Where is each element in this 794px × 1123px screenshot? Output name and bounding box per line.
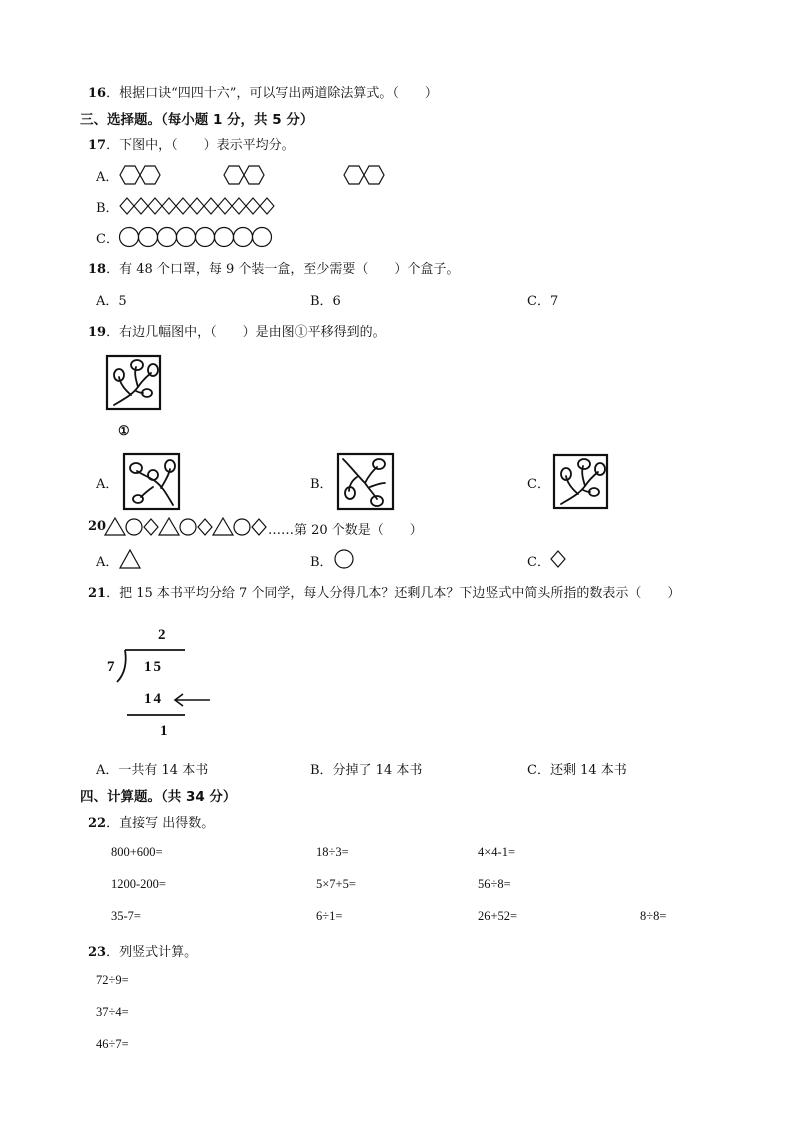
q19-line bbox=[88, 321, 386, 340]
diamond-icon bbox=[120, 198, 134, 214]
calc-item: 18÷3= bbox=[316, 845, 349, 859]
q20-option-a-label: A． bbox=[96, 555, 119, 570]
division-divisor: 7 bbox=[107, 659, 115, 675]
q19-option-c-figure bbox=[553, 454, 609, 510]
calc-item: 56÷8= bbox=[478, 877, 511, 891]
hexagon-icon bbox=[244, 166, 264, 184]
q20-shape-sequence bbox=[104, 516, 294, 538]
q17-number: 17 bbox=[88, 138, 107, 153]
section-3-title: 三、选择题。（每小题 1 分，共 5 分） bbox=[80, 112, 314, 128]
circle-icon bbox=[120, 228, 139, 247]
circle-icon bbox=[253, 228, 272, 247]
calc-item: 4×4-1= bbox=[478, 845, 516, 859]
q19-figure-1-label: ① bbox=[118, 424, 130, 439]
vertical-calc-item: 37÷4= bbox=[96, 1005, 129, 1019]
diamond-icon bbox=[148, 198, 162, 214]
q20-option-a-triangle-icon bbox=[119, 548, 143, 570]
q22-text: ．直接写 出得数。 bbox=[106, 816, 215, 831]
q18-option-b: B．6 bbox=[310, 294, 341, 309]
q20-text: ……第 20 个数是（ ） bbox=[268, 523, 423, 538]
q17-option-b-diamonds bbox=[118, 195, 288, 217]
division-dividend: 15 bbox=[144, 659, 163, 675]
q23-text: ．列竖式计算。 bbox=[106, 945, 198, 960]
diamond-icon bbox=[162, 198, 176, 214]
calc-item: 8÷8= bbox=[640, 909, 667, 923]
q17-text: ．下图中，（ ）表示平均分。 bbox=[106, 138, 295, 153]
calc-item: 26+52= bbox=[478, 909, 518, 923]
circle-icon bbox=[177, 228, 196, 247]
calc-item: 1200-200= bbox=[111, 877, 166, 891]
diamond-icon bbox=[232, 198, 246, 214]
q20-option-c-label: C． bbox=[527, 555, 550, 570]
q18-option-c: C．7 bbox=[527, 294, 559, 309]
triangle-icon bbox=[213, 518, 233, 535]
circle-icon bbox=[139, 228, 158, 247]
q19-option-c-label: C． bbox=[527, 477, 550, 492]
q17-line bbox=[88, 134, 295, 153]
circle-icon bbox=[196, 228, 215, 247]
hexagon-icon bbox=[344, 166, 364, 184]
q20-option-c-diamond-icon bbox=[550, 549, 568, 569]
circle-icon bbox=[126, 519, 142, 535]
q21-option-b: B．分掉了 14 本书 bbox=[310, 763, 423, 778]
q16-number: 16 bbox=[88, 86, 107, 101]
division-product: 14 bbox=[144, 691, 163, 707]
diamond-icon bbox=[190, 198, 204, 214]
q20-option-b-circle-icon bbox=[333, 548, 355, 570]
q19-text: ．右边几幅图中，（ ）是由图①平移得到的。 bbox=[106, 325, 386, 340]
diamond-icon bbox=[204, 198, 218, 214]
diamond-icon bbox=[260, 198, 274, 214]
circle-icon bbox=[180, 519, 196, 535]
q21-text: ．把 15 本书平均分给 7 个同学，每人分得几本？还剩几本？下边竖式中简头所指的数表示（ ） bbox=[106, 586, 681, 601]
q17-option-c-label: C． bbox=[96, 232, 119, 247]
calc-item: 800+600= bbox=[111, 845, 163, 859]
diamond-icon bbox=[144, 519, 158, 535]
q21-option-a: A．一共有 14 本书 bbox=[96, 763, 209, 778]
q19-option-a-label: A． bbox=[96, 477, 119, 492]
q21-number: 21 bbox=[88, 586, 107, 601]
vertical-calc-item: 46÷7= bbox=[96, 1037, 129, 1051]
q20-number: 20 bbox=[88, 519, 107, 534]
diamond-icon bbox=[176, 198, 190, 214]
diamond-icon bbox=[218, 198, 232, 214]
q17-option-c-circles bbox=[118, 225, 288, 249]
q19-figure-1 bbox=[106, 355, 162, 411]
q23-line bbox=[88, 941, 197, 960]
division-quotient: 2 bbox=[158, 627, 166, 643]
diamond-icon bbox=[252, 519, 266, 535]
q22-number: 22 bbox=[88, 816, 107, 831]
hexagon-icon bbox=[364, 166, 384, 184]
q23-number: 23 bbox=[88, 945, 107, 960]
q19-option-b-label: B． bbox=[310, 477, 333, 492]
q18-number: 18 bbox=[88, 262, 107, 277]
q19-number: 19 bbox=[88, 325, 107, 340]
circle-icon bbox=[234, 228, 253, 247]
q21-line bbox=[88, 582, 680, 601]
q19-option-a-figure bbox=[123, 453, 181, 511]
calc-item: 5×7+5= bbox=[316, 877, 356, 891]
q20-option-b-label: B． bbox=[310, 555, 333, 570]
q19-option-b-figure bbox=[337, 453, 395, 511]
q16-line bbox=[88, 82, 438, 101]
q17-option-a-label: A． bbox=[96, 170, 119, 185]
division-remainder: 1 bbox=[160, 723, 168, 739]
diamond-icon bbox=[198, 519, 212, 535]
triangle-icon bbox=[105, 518, 125, 535]
q17-option-b-label: B． bbox=[96, 201, 119, 216]
triangle-icon bbox=[159, 518, 179, 535]
q22-line bbox=[88, 812, 214, 831]
division-arrow-icon bbox=[172, 693, 212, 707]
circle-icon bbox=[158, 228, 177, 247]
hexagon-icon bbox=[140, 166, 160, 184]
calc-item: 6÷1= bbox=[316, 909, 343, 923]
vertical-calc-item: 72÷9= bbox=[96, 973, 129, 987]
diamond-icon bbox=[246, 198, 260, 214]
circle-icon bbox=[234, 519, 250, 535]
q18-text: ．有 48 个口罩，每 9 个装一盒，至少需要（ ）个盒子。 bbox=[106, 262, 460, 277]
q21-option-c: C．还剩 14 本书 bbox=[527, 763, 627, 778]
q18-line bbox=[88, 258, 459, 277]
hexagon-icon bbox=[224, 166, 244, 184]
hexagon-icon bbox=[120, 166, 140, 184]
q18-option-a: A．5 bbox=[96, 294, 127, 309]
diamond-icon bbox=[134, 198, 148, 214]
calc-item: 35-7= bbox=[111, 909, 141, 923]
q17-option-a-hexagons bbox=[118, 163, 408, 187]
circle-icon bbox=[215, 228, 234, 247]
division-subtraction-line bbox=[127, 713, 197, 717]
q16-text: ．根据口诀“四四十六”，可以写出两道除法算式。（ ） bbox=[106, 86, 438, 101]
section-4-title: 四、计算题。（共 34 分） bbox=[80, 789, 237, 805]
